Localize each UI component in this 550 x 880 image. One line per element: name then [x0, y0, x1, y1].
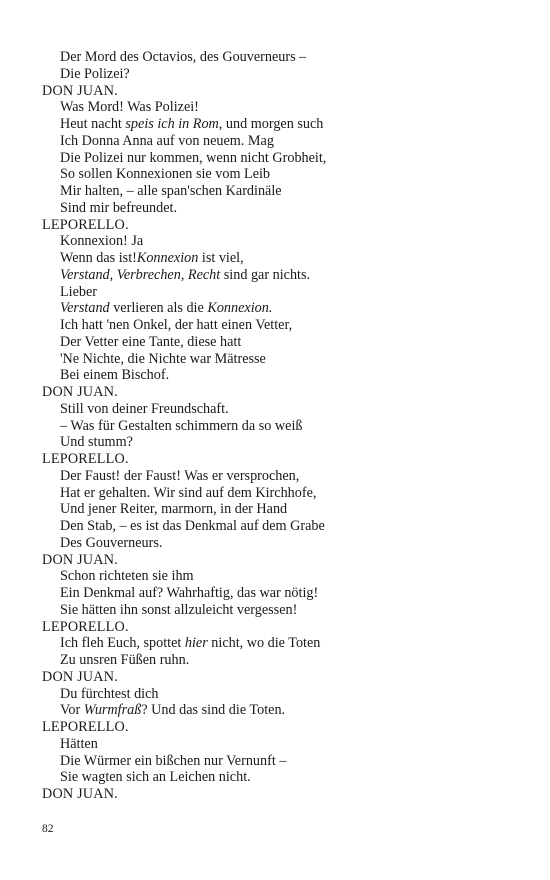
verse-line: [42, 535, 512, 552]
verse-line: [42, 568, 512, 585]
line-text: Der Faust! der Faust! Was er versprochen,: [60, 467, 300, 484]
line-text: – Was für Gestalten schimmern da so weiß: [60, 417, 303, 434]
line-text: Die Würmer ein bißchen nur Vernunft –: [60, 752, 287, 769]
line-text: verlieren als die: [109, 300, 208, 317]
verse-line: [42, 351, 512, 368]
line-text: Die Polizei?: [60, 65, 130, 82]
line-text: 'Ne Nichte, die Nichte war Mätresse: [60, 350, 266, 367]
line-text: Der Vetter eine Tante, diese hatt: [60, 333, 242, 350]
line-text: sind gar nichts.: [220, 266, 311, 283]
line-text: Ich hatt 'nen Onkel, der hatt einen Vetter,: [60, 317, 293, 333]
verse-line: [42, 518, 512, 535]
verse-line: [42, 652, 512, 669]
verse-line: [42, 66, 512, 83]
line-text: LEPORELLO.: [42, 618, 129, 635]
verse-line: [42, 753, 512, 770]
line-text: Sie wagten sich an Leichen nicht.: [60, 769, 251, 786]
line-text: DON JUAN.: [42, 786, 118, 802]
line-text: ? Und das sind die Toten.: [141, 702, 286, 719]
verse-line: [42, 317, 512, 334]
speaker-name: [42, 217, 512, 234]
verse-line: [42, 183, 512, 200]
verse-line: [42, 200, 512, 217]
verse-line: [42, 769, 512, 786]
verse-line: [42, 267, 512, 284]
line-text: Ich fleh Euch, spottet: [60, 635, 185, 652]
verse-line: [42, 166, 512, 183]
speaker-name: [42, 619, 512, 636]
verse-line: [42, 150, 512, 167]
line-text: nicht, wo die Toten: [207, 635, 321, 652]
speaker-name: [42, 451, 512, 468]
verse-line: [42, 602, 512, 619]
verse-line: [42, 401, 512, 418]
line-text: Hat er gehalten. Wir sind auf dem Kirchhofe,: [60, 484, 317, 501]
line-text: Und jener Reiter, marmorn, in der Hand: [60, 501, 288, 518]
verse-line: [42, 133, 512, 150]
line-text: Ein Denkmal auf? Wahrhaftig, das war nötig!: [60, 585, 319, 601]
verse-line: [42, 367, 512, 384]
speaker-name: [42, 384, 512, 401]
line-text: DON JUAN.: [42, 551, 118, 568]
line-text: Den Stab, – es ist das Denkmal auf dem Grabe: [60, 518, 325, 534]
line-text: Mir halten, – alle span'schen Kardinäle: [60, 183, 282, 199]
verse-line: [42, 434, 512, 451]
emphasized-text: Konnexion: [136, 250, 199, 266]
line-text: Lieber: [60, 283, 98, 300]
line-text: Sind mir befreundet.: [60, 199, 178, 216]
page-number: 82: [42, 823, 54, 835]
line-text: LEPORELLO.: [42, 719, 129, 735]
verse-line: [42, 702, 512, 719]
line-text: Heut nacht: [60, 116, 126, 132]
line-text: Du fürchtest dich: [60, 685, 159, 702]
drama-text: [42, 49, 512, 803]
verse-line: [42, 418, 512, 435]
line-text: Hätten: [60, 735, 98, 752]
line-text: Schon richteten sie ihm: [60, 568, 194, 585]
emphasized-text: Verstand, Verbrechen, Recht: [60, 266, 221, 283]
verse-line: [42, 635, 512, 652]
line-text: Zu unsren Füßen ruhn.: [60, 652, 190, 668]
line-text: Was Mord! Was Polizei!: [60, 99, 199, 116]
line-text: Und stumm?: [60, 434, 133, 451]
line-text: ist viel,: [198, 250, 244, 266]
line-text: Konnexion! Ja: [60, 233, 144, 250]
line-text: LEPORELLO.: [42, 451, 129, 467]
line-text: Der Mord des Octavios, des Gouverneurs –: [60, 49, 307, 65]
verse-line: [42, 585, 512, 602]
line-text: DON JUAN.: [42, 384, 118, 400]
verse-line: [42, 334, 512, 351]
verse-line: [42, 250, 512, 267]
line-text: Des Gouverneurs.: [60, 534, 163, 551]
verse-line: [42, 468, 512, 485]
line-text: DON JUAN.: [42, 668, 118, 685]
line-text: Bei einem Bischof.: [60, 367, 170, 384]
verse-line: [42, 485, 512, 502]
emphasized-text: speis ich in Rom: [125, 116, 219, 132]
speaker-name: [42, 83, 512, 100]
emphasized-text: Konnexion.: [207, 300, 273, 317]
speaker-name: [42, 786, 512, 803]
verse-line: [42, 736, 512, 753]
verse-line: [42, 284, 512, 301]
emphasized-text: Wurmfraß: [83, 702, 142, 719]
line-text: Sie hätten ihn sonst allzuleicht vergessen!: [60, 601, 298, 618]
line-text: Ich Donna Anna auf von neuem. Mag: [60, 132, 274, 149]
speaker-name: [42, 719, 512, 736]
line-text: Still von deiner Freundschaft.: [60, 400, 229, 417]
verse-line: [42, 49, 512, 66]
speaker-name: [42, 669, 512, 686]
speaker-name: [42, 552, 512, 569]
verse-line: [42, 233, 512, 250]
line-text: Wenn das ist!: [60, 250, 137, 266]
verse-line: [42, 501, 512, 518]
line-text: LEPORELLO.: [42, 216, 129, 233]
emphasized-text: Verstand: [60, 300, 110, 317]
line-text: DON JUAN.: [42, 82, 118, 99]
line-text: So sollen Konnexionen sie vom Leib: [60, 166, 271, 183]
line-text: , und morgen such: [218, 116, 324, 132]
emphasized-text: hier: [184, 635, 208, 652]
verse-line: [42, 300, 512, 317]
verse-line: [42, 99, 512, 116]
verse-line: [42, 116, 512, 133]
line-text: Die Polizei nur kommen, wenn nicht Grobheit,: [60, 149, 327, 166]
line-text: Vor: [60, 702, 84, 719]
verse-line: [42, 686, 512, 703]
